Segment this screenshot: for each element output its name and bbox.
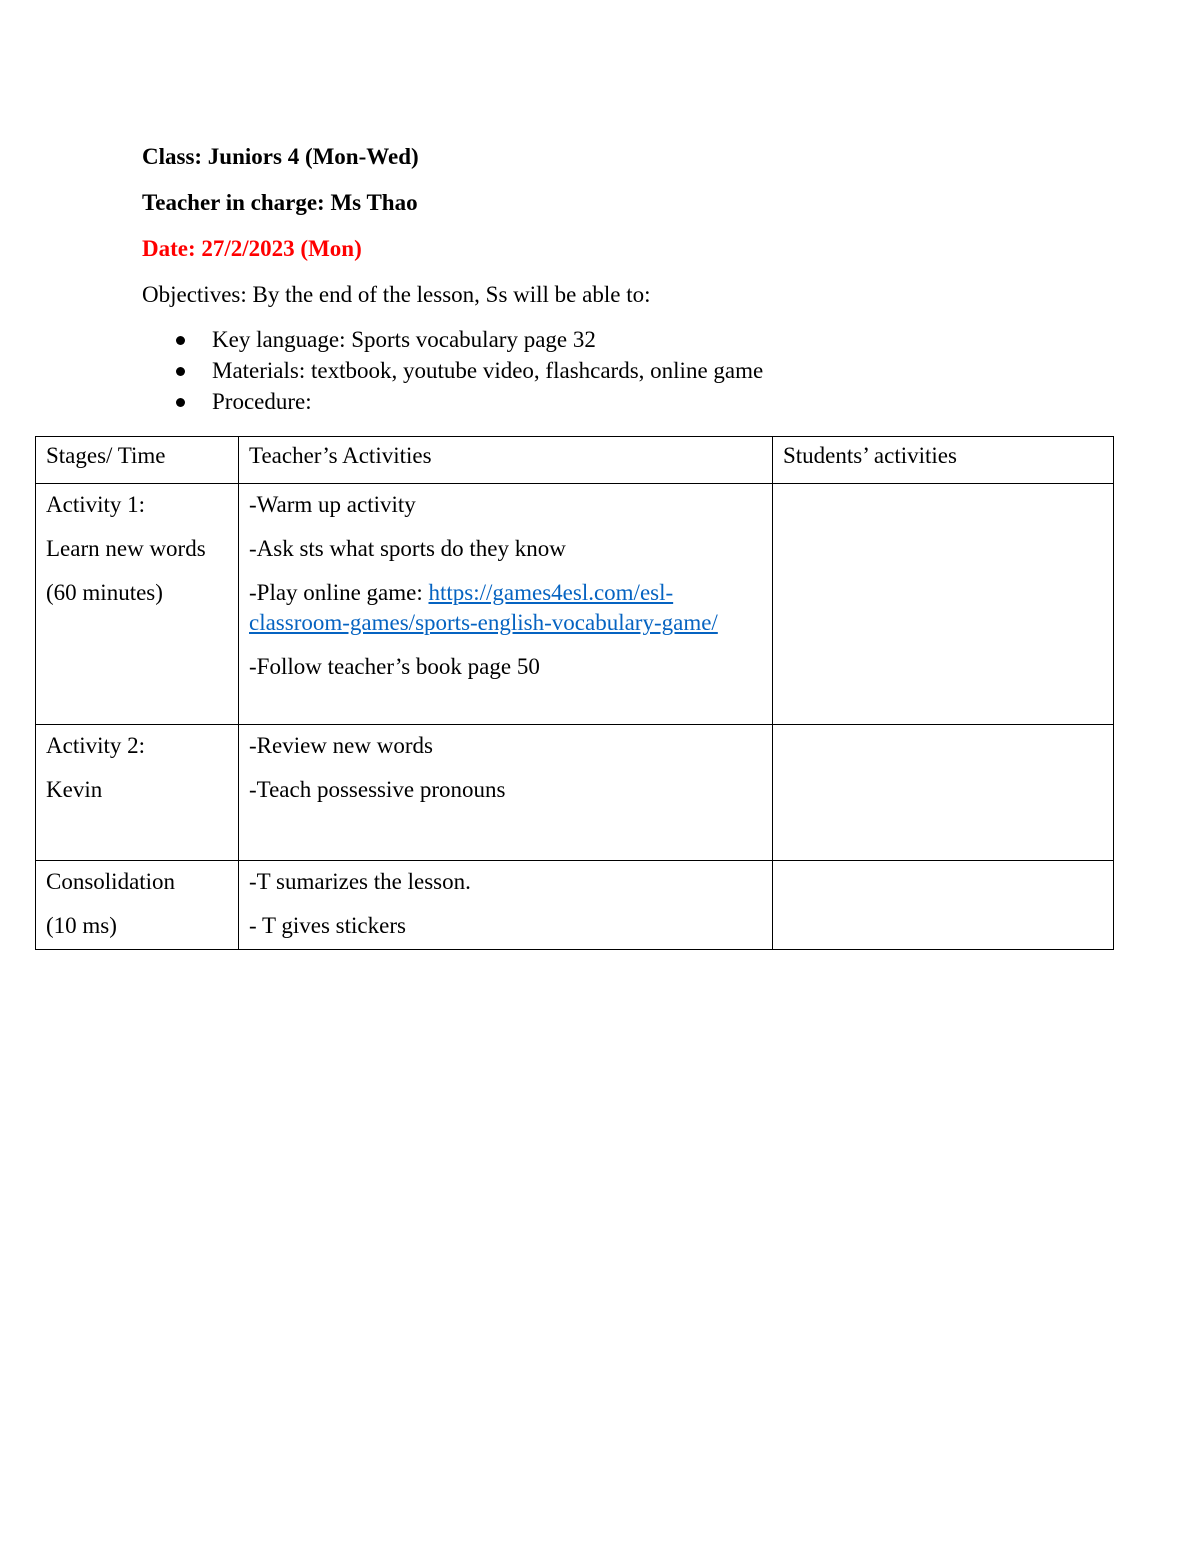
- class-line: Class: Juniors 4 (Mon-Wed): [142, 144, 419, 169]
- objectives-list: [142, 324, 1122, 417]
- game-label: -Play online game:: [249, 580, 429, 605]
- stage-title: Consolidation: [46, 869, 176, 894]
- game-link[interactable]: https://games4esl.com/esl-classroom-games/sports-english-vocabulary-game/: [249, 580, 718, 635]
- lesson-plan-table: [35, 436, 1114, 950]
- table-row: [36, 725, 1114, 861]
- students-activities-cell: [773, 861, 1114, 950]
- stage-subtitle: Kevin: [46, 777, 103, 802]
- teacher-activity: [249, 578, 762, 638]
- teacher-activity: - T gives stickers: [249, 913, 406, 938]
- table-row: [36, 484, 1114, 725]
- table-header-row: [36, 437, 1114, 484]
- students-activities-cell: [773, 484, 1114, 725]
- stage-cell: [36, 484, 239, 725]
- stage-cell: [36, 725, 239, 861]
- stage-duration: (10 ms): [46, 913, 117, 938]
- teacher-activities-cell: [239, 861, 773, 950]
- teacher-activity: -Warm up activity: [249, 492, 416, 517]
- column-header-students-activities: Students’ activities: [773, 437, 1114, 484]
- teacher-activity: -Follow teacher’s book page 50: [249, 654, 540, 679]
- teacher-activities-cell: [239, 484, 773, 725]
- teacher-activity: -Teach possessive pronouns: [249, 777, 506, 802]
- teacher-activity: -T sumarizes the lesson.: [249, 869, 471, 894]
- list-item: Materials: textbook, youtube video, flashcards, online game: [142, 355, 1122, 386]
- list-item: Procedure:: [142, 386, 1122, 417]
- stage-title: Activity 2:: [46, 733, 146, 758]
- stage-title: Activity 1:: [46, 492, 146, 517]
- table-row: [36, 861, 1114, 950]
- teacher-line: Teacher in charge: Ms Thao: [142, 190, 418, 215]
- teacher-activity: -Review new words: [249, 733, 433, 758]
- stage-subtitle: Learn new words: [46, 536, 206, 561]
- date-line: Date: 27/2/2023 (Mon): [142, 236, 362, 261]
- objectives-line: Objectives: By the end of the lesson, Ss will be able to:: [142, 282, 651, 307]
- teacher-activity: -Ask sts what sports do they know: [249, 536, 566, 561]
- document-header: [142, 140, 1122, 417]
- teacher-activities-cell: [239, 725, 773, 861]
- students-activities-cell: [773, 725, 1114, 861]
- list-item: Key language: Sports vocabulary page 32: [142, 324, 1122, 355]
- column-header-stages: Stages/ Time: [36, 437, 239, 484]
- stage-duration: (60 minutes): [46, 580, 163, 605]
- stage-cell: [36, 861, 239, 950]
- column-header-teacher-activities: Teacher’s Activities: [239, 437, 773, 484]
